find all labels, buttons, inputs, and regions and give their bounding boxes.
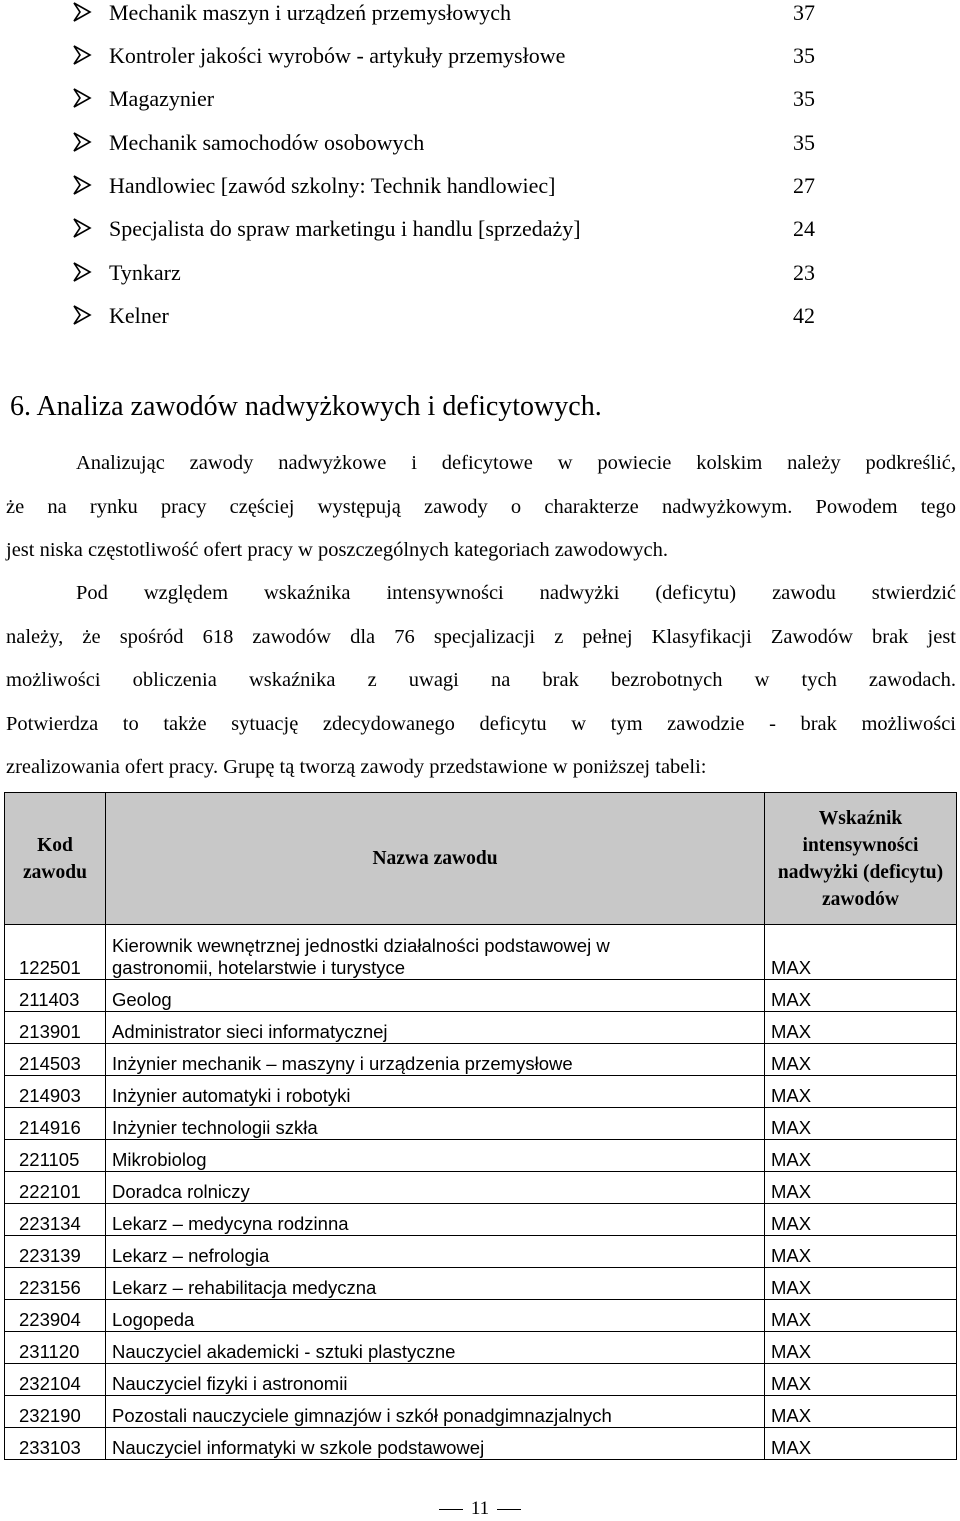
cell-indicator: MAX [765,1396,957,1428]
cell-indicator: MAX [765,1172,957,1204]
cell-code: 231120 [5,1332,106,1364]
bullet-label: Handlowiec [zawód szkolny: Technik handlowiec] [109,173,556,198]
cell-name: Inżynier mechanik – maszyny i urządzenia przemysłowe [106,1044,765,1076]
table-row [5,1236,957,1268]
cell-indicator: MAX [765,980,957,1012]
bullet-count: 35 [793,130,815,155]
arrow-bullet-icon [72,87,92,109]
table-row [5,1044,957,1076]
cell-name: Nauczyciel fizyki i astronomii [106,1364,765,1396]
bullet-label: Kontroler jakości wyrobów - artykuły przemysłowe [109,43,566,68]
table-row [5,925,957,980]
cell-indicator: MAX [765,1332,957,1364]
paragraph-line: zrealizowania ofert pracy. Grupę tą tworzą zawody przedstawione w poniższej tabeli: [6,756,707,778]
bullet-count: 23 [793,260,815,285]
cell-code: 232104 [5,1364,106,1396]
cell-code: 223139 [5,1236,106,1268]
cell-name: Lekarz – medycyna rodzinna [106,1204,765,1236]
paragraph-line: Pod względem wskaźnika intensywności nadwyżki (deficytu) zawodu stwierdzić [76,582,956,604]
cell-name: Lekarz – nefrologia [106,1236,765,1268]
cell-code: 223904 [5,1300,106,1332]
header-code: Kod zawodu [5,793,106,925]
bullet-item [0,0,960,43]
paragraph-2 [6,572,956,790]
paragraph-line: jest niska częstotliwość ofert pracy w poszczególnych kategoriach zawodowych. [6,539,669,561]
paragraph-line: należy, że spośród 618 zawodów dla 76 specjalizacji z pełnej Klasyfikacji Zawodów brak jest [6,625,956,648]
bullet-item [0,43,960,86]
occupations-table [4,792,957,1460]
bullet-label: Mechanik samochodów osobowych [109,130,425,155]
cell-name: Doradca rolniczy [106,1172,765,1204]
cell-code: 222101 [5,1172,106,1204]
cell-code: 232190 [5,1396,106,1428]
bullet-item [0,173,960,216]
table-row [5,1140,957,1172]
arrow-bullet-icon [72,1,92,23]
arrow-bullet-icon [72,44,92,66]
table-row [5,1364,957,1396]
cell-indicator: MAX [765,1236,957,1268]
cell-name: Administrator sieci informatycznej [106,1012,765,1044]
bullet-label: Tynkarz [109,260,181,285]
cell-name: Kierownik wewnętrznej jednostki działalności podstawowej w gastronomii, hotelarstwie i turystyce [106,925,765,980]
cell-code: 233103 [5,1428,106,1460]
table-row [5,980,957,1012]
page-number [0,1498,960,1520]
arrow-bullet-icon [72,174,92,196]
table-row [5,1428,957,1460]
cell-code: 223134 [5,1204,106,1236]
bullet-count: 27 [793,173,815,198]
cell-indicator: MAX [765,1204,957,1236]
paragraph-line: Analizując zawody nadwyżkowe i deficytowe w powiecie kolskim należy podkreślić, [76,452,956,474]
bullet-label: Mechanik maszyn i urządzeń przemysłowych [109,0,511,25]
arrow-bullet-icon [72,131,92,153]
cell-name: Logopeda [106,1300,765,1332]
cell-code: 221105 [5,1140,106,1172]
paragraph-line: Potwierdza to także sytuację zdecydowanego deficytu w tym zawodzie - brak możliwości [6,712,956,735]
cell-indicator: MAX [765,1428,957,1460]
bullet-count: 37 [793,0,815,25]
bullet-count: 35 [793,43,815,68]
cell-indicator: MAX [765,1300,957,1332]
header-name: Nazwa zawodu [106,793,765,925]
table-header-row [5,793,957,925]
cell-indicator: MAX [765,1108,957,1140]
cell-name: Lekarz – rehabilitacja medyczna [106,1268,765,1300]
bullet-label: Kelner [109,303,169,328]
bullet-item [0,303,960,346]
cell-indicator: MAX [765,1044,957,1076]
cell-name: Nauczyciel informatyki w szkole podstawowej [106,1428,765,1460]
page-number-dash [497,1509,521,1510]
bullet-item [0,260,960,303]
bullet-count: 42 [793,303,815,328]
cell-name: Nauczyciel akademicki - sztuki plastyczne [106,1332,765,1364]
cell-code: 223156 [5,1268,106,1300]
table-row [5,1332,957,1364]
table-row [5,1396,957,1428]
cell-indicator: MAX [765,1076,957,1108]
table-row [5,1076,957,1108]
cell-name: Inżynier automatyki i robotyki [106,1076,765,1108]
arrow-bullet-icon [72,261,92,283]
cell-code: 122501 [5,925,106,980]
section-heading: 6. Analiza zawodów nadwyżkowych i deficytowych. [10,391,602,422]
page-number-dash [439,1509,463,1510]
bullet-item [0,130,960,173]
table-row [5,1172,957,1204]
bullet-label: Specjalista do spraw marketingu i handlu [sprzedaży] [109,216,581,241]
table-row [5,1268,957,1300]
bullet-count: 24 [793,216,815,241]
cell-name: Pozostali nauczyciele gimnazjów i szkół ponadgimnazjalnych [106,1396,765,1428]
paragraph-line: że na rynku pracy częściej występują zawody o charakterze nadwyżkowym. Powodem tego [6,495,956,518]
bullet-label: Magazynier [109,86,215,111]
cell-name: Mikrobiolog [106,1140,765,1172]
bullet-item [0,86,960,129]
table-row [5,1204,957,1236]
cell-indicator: MAX [765,1012,957,1044]
header-indicator: Wskaźnik intensywności nadwyżki (deficytu) zawodów [765,793,957,925]
bullet-item [0,216,960,259]
table-row [5,1012,957,1044]
cell-code: 213901 [5,1012,106,1044]
cell-code: 214503 [5,1044,106,1076]
cell-indicator: MAX [765,1268,957,1300]
table-row [5,1108,957,1140]
cell-code: 214903 [5,1076,106,1108]
arrow-bullet-icon [72,304,92,326]
cell-code: 211403 [5,980,106,1012]
paragraph-1 [6,442,956,573]
page-number-value: 11 [470,1498,490,1519]
bullet-count: 35 [793,86,815,111]
cell-name: Inżynier technologii szkła [106,1108,765,1140]
paragraph-line: możliwości obliczenia wskaźnika z uwagi na brak bezrobotnych w tych zawodach. [6,669,956,691]
cell-name: Geolog [106,980,765,1012]
cell-code: 214916 [5,1108,106,1140]
cell-indicator: MAX [765,925,957,980]
cell-indicator: MAX [765,1140,957,1172]
arrow-bullet-icon [72,217,92,239]
table-row [5,1300,957,1332]
cell-indicator: MAX [765,1364,957,1396]
